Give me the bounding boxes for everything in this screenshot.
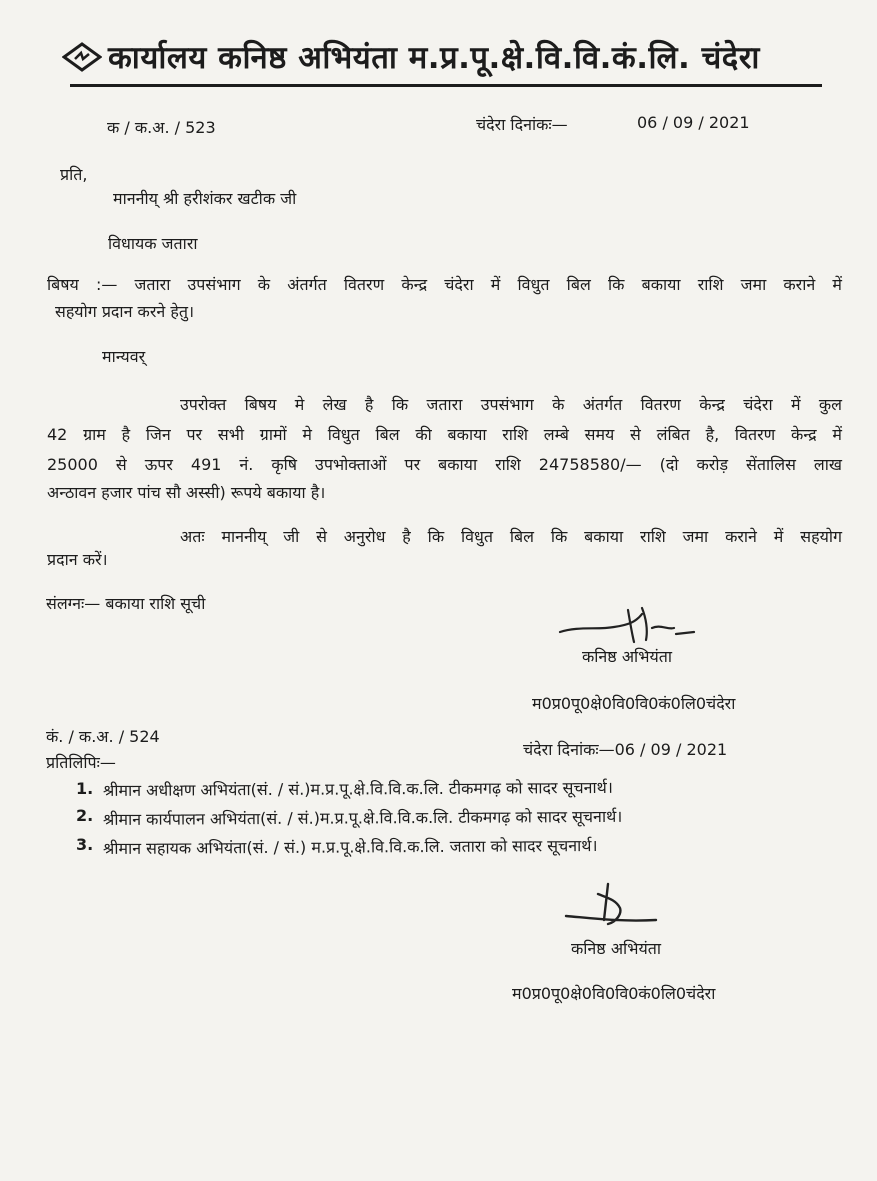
body-line: उपरोक्त बिषय मे लेख है कि जतारा उपसंभाग के अंतर्गत वितरण केन्द्र चंदेरा में कुल [180,395,842,414]
copy-date: चंदेरा दिनांकः—06 / 09 / 2021 [523,740,728,759]
body-line: अतः माननीय् जी से अनुरोध है कि विधुत बिल कि बकाया राशि जमा कराने में सहयोग [180,527,842,546]
body-line: प्रदान करें। [47,550,108,569]
copy-item-number: 3. [76,835,94,854]
copy-item: श्रीमान सहायक अभियंता(सं. / सं.) म.प्र.पू.क्षे.वि.वि.क.लि. जतारा को सादर सूचनार्थ। [102,835,598,858]
office-title: कार्यालय कनिष्ठ अभियंता म.प्र.पू.क्षे.वि.वि.कं.लि. चंदेरा [108,40,760,76]
to-label: प्रति, [60,165,88,184]
copy-item: श्रीमान अधीक्षण अभियंता(सं. / सं.)म.प्र.पू.क्षे.वि.वि.क.लि. टीकमगढ़ को सादर सूचनार्थ। [102,777,613,800]
recipient-name: माननीय् श्री हरीशंकर खटीक जी [113,189,297,208]
reference-number: क / क.अ. / 523 [107,118,216,137]
company-logo-icon [62,42,102,72]
body-line: अन्ठावन हजार पांच सौ अस्सी) रूपये बकाया है। [47,483,326,502]
header-divider [70,84,822,87]
signatory-org: म0प्र0पू0क्षे0वि0वि0कं0लि0चंदेरा [532,694,736,713]
recipient-title: विधायक जतारा [108,234,198,253]
body-line: 42 ग्राम है जिन पर सभी ग्रामों मे विधुत बिल की बकाया राशि लम्बे समय से लंबित है, वितरण केन्द्र में [47,425,842,444]
letterhead [62,36,760,78]
enclosure: संलग्नः— बकाया राशि सूची [46,594,206,613]
copy-label: प्रतिलिपिः— [46,753,116,772]
signature [560,880,670,940]
subject-line: बिषय :— जतारा उपसंभाग के अंतर्गत वितरण केन्द्र चंदेरा में विधुत बिल कि बकाया राशि जमा कराने में [47,275,842,294]
copy-item-number: 1. [76,779,94,798]
salutation: मान्यवर् [102,347,146,366]
copy-item-number: 2. [76,806,94,825]
signatory-title: कनिष्ठ अभियंता [582,647,672,666]
body-line: 25000 से ऊपर 491 नं. कृषि उपभोक्ताओं पर बकाया राशि 24758580/— (दो करोड़ सेंतालिस लाख [47,455,842,474]
signatory-title: कनिष्ठ अभियंता [571,939,661,958]
signature [556,600,701,648]
date-label: चंदेरा दिनांकः— [476,115,568,134]
signatory-org: म0प्र0पू0क्षे0वि0वि0कं0लि0चंदेरा [512,984,716,1003]
copy-item: श्रीमान कार्यपालन अभियंता(सं. / सं.)म.प्र.पू.क्षे.वि.वि.क.लि. टीकमगढ़ को सादर सूचनार्थ। [102,806,623,829]
copy-reference-number: कं. / क.अ. / 524 [46,727,160,746]
subject-line: सहयोग प्रदान करने हेतु। [55,302,195,321]
letter-date: 06 / 09 / 2021 [637,113,750,132]
